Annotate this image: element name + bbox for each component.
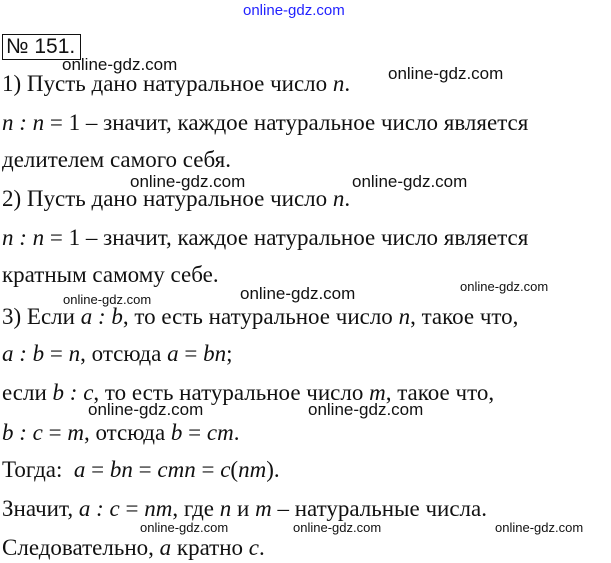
math-segment: c	[248, 535, 260, 560]
watermark: online-gdz.com	[63, 292, 152, 307]
math-segment: n : n	[2, 225, 45, 250]
math-segment: n	[332, 186, 345, 211]
math-segment: cm	[206, 420, 234, 445]
text-segment: , отсюда	[83, 420, 171, 445]
solution-line-8	[2, 341, 232, 367]
text-segment: = 1 – значит, каждое натуральное число является	[44, 225, 529, 250]
text-segment: = 1 – значит, каждое натуральное число является	[44, 110, 529, 135]
math-segment: b : c	[2, 420, 43, 445]
watermark: online-gdz.com	[308, 400, 424, 419]
math-segment: bn	[203, 341, 227, 366]
text-segment: 2) Пусть дано натуральное число	[2, 186, 333, 211]
text-segment: =	[119, 496, 145, 521]
solution-line-7	[2, 304, 518, 330]
watermark: online-gdz.com	[495, 520, 584, 535]
watermark: online-gdz.com	[460, 279, 549, 294]
watermark: online-gdz.com	[352, 172, 468, 191]
text-segment: 3) Если	[2, 304, 81, 329]
text-segment: =	[182, 420, 207, 445]
text-segment: кратно	[171, 535, 249, 560]
text-segment: , где	[172, 496, 220, 521]
math-segment: n	[398, 304, 411, 329]
watermark: online-gdz.com	[130, 172, 246, 191]
text-segment: кратным самому себе.	[2, 262, 219, 287]
watermark: online-gdz.com	[62, 55, 178, 74]
text-segment: , такое что,	[410, 304, 519, 329]
math-segment: n	[68, 341, 81, 366]
solution-line-12	[2, 496, 487, 522]
math-segment: bn	[109, 457, 133, 482]
text-segment: =	[195, 457, 221, 482]
math-segment: b : c	[52, 380, 94, 405]
text-segment: делителем самого себя.	[2, 147, 231, 172]
text-segment: 1) Пусть дано натуральное число	[2, 71, 333, 96]
math-segment: n : n	[2, 110, 45, 135]
math-segment: a : c	[78, 496, 120, 521]
text-segment: если	[2, 380, 53, 405]
math-segment: a	[73, 457, 86, 482]
text-segment: ).	[266, 457, 280, 482]
solution-line-13	[2, 535, 265, 561]
text-segment: ;	[226, 341, 233, 366]
math-segment: a : b	[2, 341, 45, 366]
text-segment: .	[344, 186, 351, 211]
text-segment: =	[44, 341, 69, 366]
watermark: online-gdz.com	[388, 64, 504, 83]
text-segment: Тогда:	[2, 457, 74, 482]
text-segment: , отсюда	[80, 341, 168, 366]
solution-line-10	[2, 420, 239, 446]
text-segment: Значит,	[2, 496, 79, 521]
solution-line-3	[2, 147, 231, 173]
math-segment: nm	[238, 457, 267, 482]
watermark: online-gdz.com	[240, 284, 356, 303]
math-segment: nm	[144, 496, 173, 521]
text-segment: и	[231, 496, 256, 521]
math-segment: n	[219, 496, 232, 521]
solution-line-2	[2, 110, 528, 136]
text-segment: , то есть натуральное число	[93, 380, 370, 405]
math-segment: a : b	[80, 304, 123, 329]
header-watermark[interactable]: online-gdz.com	[243, 2, 345, 19]
text-segment: (	[230, 457, 239, 482]
solution-line-6	[2, 262, 219, 288]
problem-number: № 151.	[2, 34, 81, 60]
text-segment: – натуральные числа.	[271, 496, 487, 521]
text-segment: .	[259, 535, 265, 560]
text-segment: =	[132, 457, 158, 482]
watermark: online-gdz.com	[88, 400, 204, 419]
watermark: online-gdz.com	[140, 520, 229, 535]
text-segment: Следовательно,	[2, 535, 160, 560]
math-segment: m	[369, 380, 386, 405]
text-segment: .	[233, 420, 240, 445]
math-segment: a	[159, 535, 172, 560]
math-segment: cmn	[157, 457, 196, 482]
math-segment: m	[255, 496, 272, 521]
solution-line-11	[2, 457, 280, 483]
text-segment: , такое что,	[385, 380, 495, 405]
text-segment: =	[85, 457, 110, 482]
text-segment: =	[42, 420, 68, 445]
math-segment: a	[167, 341, 179, 366]
math-segment: b	[170, 420, 183, 445]
math-segment: c	[220, 457, 231, 482]
math-segment: n	[332, 71, 345, 96]
text-segment: .	[344, 71, 351, 96]
text-segment: =	[178, 341, 204, 366]
watermark: online-gdz.com	[293, 520, 382, 535]
text-segment: , то есть натуральное число	[122, 304, 399, 329]
solution-line-5	[2, 225, 528, 251]
math-segment: m	[67, 420, 84, 445]
